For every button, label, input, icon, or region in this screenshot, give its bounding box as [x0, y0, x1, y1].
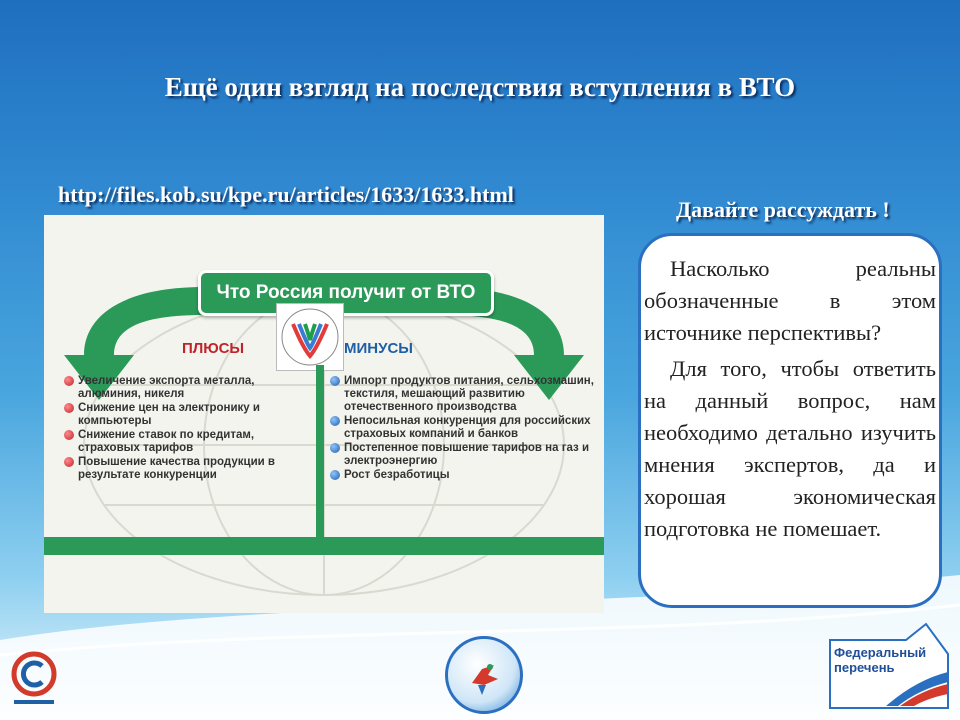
list-item: Непосильная конкуренция для российских страховых компаний и банков: [330, 415, 600, 441]
list-item: Повышение качества продукции в результате конкуренции: [64, 456, 304, 482]
federal-list-label: Федеральный перечень: [834, 645, 927, 675]
plus-title: ПЛЮСЫ: [182, 340, 245, 357]
infographic-header: Что Россия получит от ВТО: [198, 270, 494, 316]
list-item: Импорт продуктов питания, сельхозмашин, текстиля, мешающий развитию отечественного производства: [330, 375, 600, 414]
wto-logo-icon: [276, 303, 344, 371]
minus-title: МИНУСЫ: [344, 340, 413, 357]
plus-list: [64, 375, 304, 483]
wto-infographic: [44, 215, 604, 613]
copyright-c-logo-icon: [8, 648, 60, 708]
red-bullet-icon: [64, 430, 74, 440]
discussion-paragraph-2: Для того, чтобы ответить на данный вопрос, нам необходимо детально изучить мнения экспертов, да и хорошая экономическая подготовка не помешает.: [644, 356, 936, 541]
red-bullet-icon: [64, 376, 74, 386]
center-divider: [316, 365, 324, 555]
blue-bullet-icon: [330, 470, 340, 480]
blue-bullet-icon: [330, 376, 340, 386]
red-bullet-icon: [64, 403, 74, 413]
slide-title: Ещё один взгляд на последствия вступления в ВТО: [164, 72, 796, 102]
red-bullet-icon: [64, 457, 74, 467]
discussion-paragraph-1: Насколько реальны обозначенные в этом источнике перспективы?: [644, 256, 936, 345]
list-item: Снижение ставок по кредитам, страховых тарифов: [64, 429, 304, 455]
discuss-heading: Давайте рассуждать !: [676, 197, 890, 222]
bottom-green-bar: [44, 537, 604, 555]
bird-emblem-icon[interactable]: [445, 636, 523, 714]
blue-bullet-icon: [330, 443, 340, 453]
list-item: Рост безработицы: [330, 469, 600, 482]
list-item: Увеличение экспорта металла, алюминия, никеля: [64, 375, 304, 401]
discussion-text: [644, 253, 936, 549]
minus-list: [330, 375, 600, 483]
list-item: Постепенное повышение тарифов на газ и электроэнергию: [330, 442, 600, 468]
list-item: Снижение цен на электронику и компьютеры: [64, 402, 304, 428]
source-url[interactable]: http://files.kob.su/kpe.ru/articles/1633/1633.html: [58, 182, 514, 207]
blue-bullet-icon: [330, 416, 340, 426]
